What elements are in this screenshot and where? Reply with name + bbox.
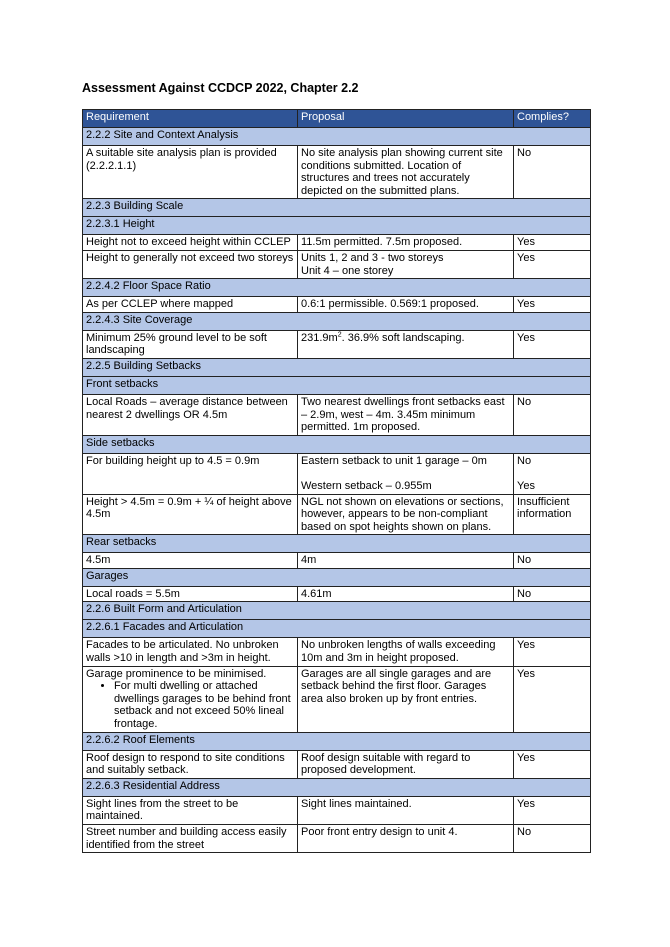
table-row bbox=[83, 638, 591, 666]
complies-cell bbox=[514, 666, 591, 732]
complies-value: No bbox=[517, 826, 532, 838]
table-row bbox=[83, 146, 591, 199]
requirement-text: Height not to exceed height within CCLEP bbox=[86, 236, 291, 249]
requirement-cell bbox=[83, 825, 298, 853]
section-heading: 2.2.3.1 Height bbox=[83, 217, 591, 235]
complies-cell bbox=[514, 638, 591, 666]
table-row bbox=[83, 453, 591, 494]
proposal-text: Sight lines maintained. bbox=[301, 797, 412, 810]
proposal-text: Poor front entry design to unit 4. bbox=[301, 826, 458, 838]
proposal-cell bbox=[298, 494, 514, 535]
complies-cell bbox=[514, 494, 591, 535]
requirement-bullet: • For multi dwelling or attached dwellings garages to be behind front setback and not exceed 50% lineal frontage. bbox=[114, 680, 294, 730]
section-heading-row bbox=[83, 778, 591, 796]
complies-value: No bbox=[517, 454, 532, 467]
requirement-cell bbox=[83, 750, 298, 778]
complies-value: Yes bbox=[517, 797, 535, 810]
proposal-cell bbox=[298, 586, 514, 602]
proposal-cell bbox=[298, 235, 514, 251]
requirement-text: Local roads = 5.5m bbox=[86, 587, 180, 600]
complies-cell bbox=[514, 330, 591, 358]
table-row bbox=[83, 235, 591, 251]
proposal-text: No site analysis plan showing current site conditions submitted. Location of structures and trees not accurately depicted on the submitted plans. bbox=[301, 147, 503, 197]
complies-cell bbox=[514, 453, 591, 494]
requirement-cell bbox=[83, 297, 298, 313]
proposal-text-rest: . 36.9% soft landscaping. bbox=[341, 331, 465, 344]
section-heading-row bbox=[83, 312, 591, 330]
complies-cell bbox=[514, 394, 591, 435]
table-row bbox=[83, 666, 591, 732]
complies-cell bbox=[514, 235, 591, 251]
proposal-cell bbox=[298, 825, 514, 853]
requirement-cell bbox=[83, 330, 298, 358]
proposal-cell bbox=[298, 796, 514, 824]
complies-cell bbox=[514, 796, 591, 824]
section-heading-row bbox=[83, 732, 591, 750]
requirement-cell bbox=[83, 586, 298, 602]
requirement-cell bbox=[83, 638, 298, 666]
proposal-cell bbox=[298, 666, 514, 732]
header-complies: Complies? bbox=[514, 110, 591, 128]
requirement-cell bbox=[83, 553, 298, 569]
superscript: 2 bbox=[337, 331, 342, 339]
complies-value-second: Yes bbox=[517, 479, 535, 492]
complies-value: Yes bbox=[517, 331, 535, 344]
proposal-cell bbox=[298, 553, 514, 569]
requirement-cell bbox=[83, 146, 298, 199]
section-heading-row bbox=[83, 568, 591, 586]
header-proposal: Proposal bbox=[298, 110, 514, 128]
proposal-cell bbox=[298, 146, 514, 199]
proposal-text-second: Western setback – 0.955m bbox=[301, 479, 432, 492]
proposal-text: 231.9m bbox=[301, 331, 338, 344]
section-heading: 2.2.6.1 Facades and Articulation bbox=[83, 620, 591, 638]
complies-value: No bbox=[517, 395, 532, 408]
proposal-text: Two nearest dwellings front setbacks east – 2.9m, west – 4m. 3.45m minimum permitted. 1m proposed. bbox=[301, 395, 505, 434]
section-heading: Front setbacks bbox=[83, 376, 591, 394]
proposal-cell bbox=[298, 394, 514, 435]
requirement-text: Garage prominence to be minimised. bbox=[86, 667, 267, 680]
complies-value: Insufficient information bbox=[517, 495, 572, 521]
proposal-text: Eastern setback to unit 1 garage – 0m bbox=[301, 454, 487, 467]
table-row bbox=[83, 297, 591, 313]
proposal-cell bbox=[298, 750, 514, 778]
section-heading-row bbox=[83, 128, 591, 146]
assessment-table bbox=[82, 109, 591, 853]
requirement-text: Facades to be articulated. No unbroken walls >10 in length and >3m in height. bbox=[86, 639, 279, 665]
complies-cell bbox=[514, 825, 591, 853]
section-heading: 2.2.6.3 Residential Address bbox=[83, 778, 591, 796]
proposal-cell bbox=[298, 250, 514, 278]
complies-value: No bbox=[517, 587, 532, 600]
section-heading: 2.2.5 Building Setbacks bbox=[83, 358, 591, 376]
requirement-text: 4.5m bbox=[86, 554, 111, 567]
proposal-text: 11.5m permitted. 7.5m proposed. bbox=[301, 236, 463, 249]
requirement-text: Local Roads – average distance between nearest 2 dwellings OR 4.5m bbox=[86, 395, 288, 421]
section-heading: 2.2.6 Built Form and Articulation bbox=[83, 602, 591, 620]
section-heading: 2.2.2 Site and Context Analysis bbox=[83, 128, 591, 146]
requirement-text: Sight lines from the street to be maintained. bbox=[86, 797, 239, 823]
requirement-text: For building height up to 4.5 = 0.9m bbox=[86, 454, 260, 467]
table-row bbox=[83, 750, 591, 778]
table-row bbox=[83, 825, 591, 853]
proposal-text: Units 1, 2 and 3 - two storeys bbox=[301, 251, 444, 264]
section-heading: Rear setbacks bbox=[83, 535, 591, 553]
requirement-cell bbox=[83, 394, 298, 435]
section-heading: 2.2.4.2 Floor Space Ratio bbox=[83, 279, 591, 297]
requirement-cell bbox=[83, 666, 298, 732]
header-requirement: Requirement bbox=[83, 110, 298, 128]
proposal-text: Roof design suitable with regard to proposed development. bbox=[301, 751, 471, 777]
requirement-cell bbox=[83, 250, 298, 278]
complies-value: Yes bbox=[517, 639, 535, 652]
proposal-text: No unbroken lengths of walls exceeding 10m and 3m in height proposed. bbox=[301, 639, 496, 665]
proposal-cell bbox=[298, 638, 514, 666]
proposal-text: 0.6:1 permissible. 0.569:1 proposed. bbox=[301, 298, 479, 311]
proposal-text: 4m bbox=[301, 554, 317, 567]
proposal-text: NGL not shown on elevations or sections, however, appears to be non-compliant based on spot heights shown on plans. bbox=[301, 495, 504, 533]
complies-cell bbox=[514, 146, 591, 199]
document-title: Assessment Against CCDCP 2022, Chapter 2.2 bbox=[82, 81, 359, 95]
table-body bbox=[83, 128, 591, 853]
section-heading-row bbox=[83, 620, 591, 638]
requirement-text: A suitable site analysis plan is provided (2.2.2.1.1) bbox=[86, 147, 277, 172]
section-heading-row bbox=[83, 358, 591, 376]
complies-value: Yes bbox=[517, 236, 535, 249]
complies-cell bbox=[514, 553, 591, 569]
proposal-cell bbox=[298, 453, 514, 494]
complies-value: Yes bbox=[517, 751, 535, 764]
table-row bbox=[83, 796, 591, 824]
table-row bbox=[83, 586, 591, 602]
table-header-row bbox=[83, 110, 591, 128]
complies-value: No bbox=[517, 147, 532, 159]
complies-cell bbox=[514, 250, 591, 278]
requirement-bullet-list bbox=[86, 680, 294, 730]
proposal-text: 4.61m bbox=[301, 587, 332, 600]
section-heading: 2.2.6.2 Roof Elements bbox=[83, 732, 591, 750]
requirement-text: Height > 4.5m = 0.9m + ¼ of height above 4.5m bbox=[86, 495, 292, 521]
section-heading: 2.2.3 Building Scale bbox=[83, 199, 591, 217]
requirement-cell bbox=[83, 453, 298, 494]
complies-cell bbox=[514, 750, 591, 778]
requirement-cell bbox=[83, 235, 298, 251]
requirement-text: Minimum 25% ground level to be soft landscaping bbox=[86, 331, 267, 357]
section-heading: Garages bbox=[83, 568, 591, 586]
complies-value: Yes bbox=[517, 667, 535, 680]
proposal-cell bbox=[298, 297, 514, 313]
proposal-text-second: Unit 4 – one storey bbox=[301, 264, 394, 277]
requirement-text: Street number and building access easily identified from the street bbox=[86, 826, 287, 851]
proposal-text: Garages are all single garages and are setback behind the first floor. Garages area also broken up by front entries. bbox=[301, 667, 492, 705]
section-heading-row bbox=[83, 279, 591, 297]
table-row bbox=[83, 494, 591, 535]
section-heading-row bbox=[83, 376, 591, 394]
section-heading-row bbox=[83, 217, 591, 235]
table-row bbox=[83, 553, 591, 569]
requirement-cell bbox=[83, 494, 298, 535]
section-heading-row bbox=[83, 602, 591, 620]
section-heading: 2.2.4.3 Site Coverage bbox=[83, 312, 591, 330]
table-row bbox=[83, 394, 591, 435]
complies-value: Yes bbox=[517, 298, 535, 311]
complies-value: Yes bbox=[517, 251, 535, 264]
table-row bbox=[83, 250, 591, 278]
requirement-text: Height to generally not exceed two storeys bbox=[86, 251, 294, 264]
proposal-cell bbox=[298, 330, 514, 358]
complies-value: No bbox=[517, 554, 532, 567]
complies-cell bbox=[514, 297, 591, 313]
complies-cell bbox=[514, 586, 591, 602]
requirement-cell bbox=[83, 796, 298, 824]
requirement-text: As per CCLEP where mapped bbox=[86, 298, 234, 311]
section-heading-row bbox=[83, 535, 591, 553]
section-heading-row bbox=[83, 435, 591, 453]
section-heading: Side setbacks bbox=[83, 435, 591, 453]
table-row bbox=[83, 330, 591, 358]
requirement-text: Roof design to respond to site conditions and suitably setback. bbox=[86, 751, 285, 777]
section-heading-row bbox=[83, 199, 591, 217]
